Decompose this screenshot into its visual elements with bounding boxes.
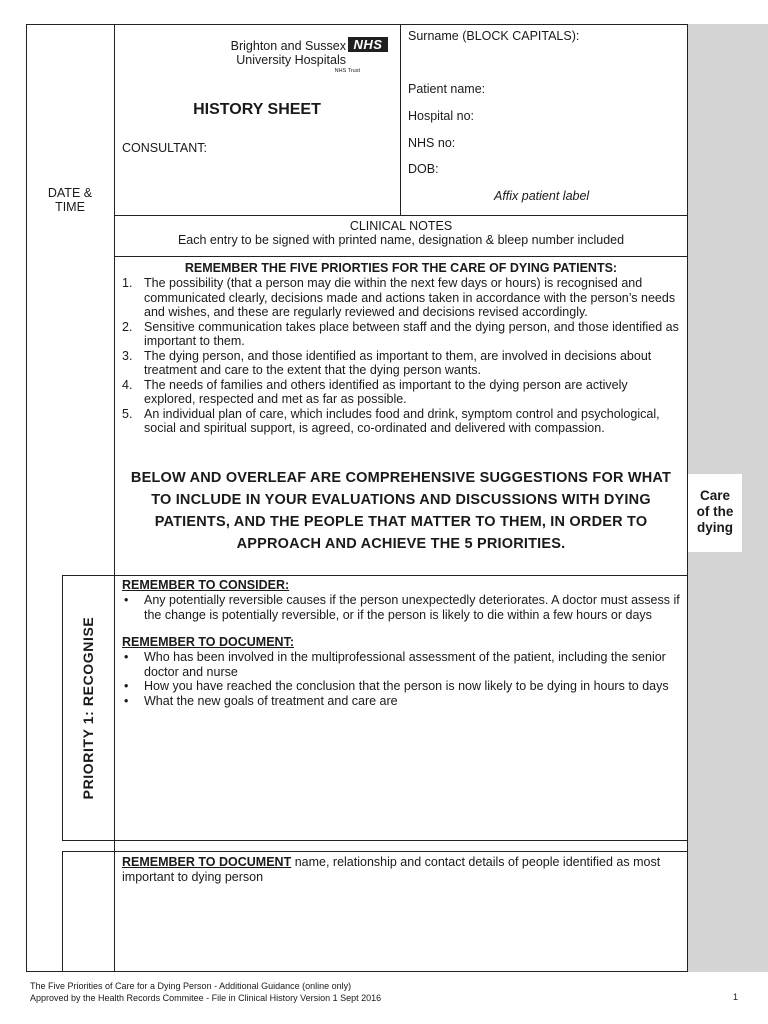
nhs-logo: NHS: [348, 37, 388, 52]
list-item: 5. An individual plan of care, which includes food and drink, symptom control and psychological, social and spiritual support, is agreed, co-ordinated and delivered with compassion.: [122, 406, 660, 435]
priority-1-content: [122, 578, 682, 708]
nhs-no-field[interactable]: NHS no:: [408, 136, 456, 150]
patient-name-field[interactable]: Patient name:: [408, 82, 486, 96]
clinical-notes-subtitle: Each entry to be signed with printed name, designation & bleep number included: [177, 233, 625, 247]
header-divider: [400, 24, 401, 215]
nhs-trust-label: NHS Trust: [334, 68, 360, 74]
consider-list: [122, 593, 682, 622]
hospital-logo: [222, 39, 346, 67]
list-item: 2. Sensitive communication takes place between staff and the dying person, and those identified as important to them.: [122, 319, 679, 348]
date-time-label: DATE & TIME: [47, 186, 93, 214]
footer-line-1: The Five Priorities of Care for a Dying Person - Additional Guidance (online only): [30, 981, 352, 991]
document-heading: REMEMBER TO DOCUMENT:: [122, 635, 294, 649]
priority-1-divider: [114, 575, 115, 841]
priority-1-label: PRIORITY 1: RECOGNISE: [80, 616, 96, 800]
five-priorities-heading: REMEMBER THE FIVE PRIORTIES FOR THE CARE OF DYING PATIENTS:: [184, 261, 618, 275]
list-item: • Who has been involved in the multiprofessional assessment of the patient, including the senior doctor and nurse: [122, 650, 682, 679]
logo-line-2: University Hospitals: [236, 53, 346, 67]
list-item: • Any potentially reversible causes if the person unexpectedly deteriorates. A doctor must assess if the change is potentially reversible, or if the person is likely to die within a few hours or days: [122, 593, 682, 622]
consider-heading: REMEMBER TO CONSIDER:: [122, 578, 290, 592]
list-item: 3. The dying person, and those identified as important to them, are involved in decisions about treatment and care to the extent that the dying person wants.: [122, 348, 652, 377]
contacts-text: name, relationship and contact details of people identified as most important to dying person: [122, 855, 661, 884]
list-item: 4. The needs of families and others identified as important to the dying person are actively explored, respected and met as far as possible.: [122, 377, 628, 406]
logo-line-1: Brighton and Sussex: [230, 39, 346, 53]
hospital-no-field[interactable]: Hospital no:: [408, 109, 475, 123]
notes-bottom-rule: [114, 256, 688, 257]
contacts-heading: REMEMBER TO DOCUMENT: [122, 855, 292, 869]
five-priorities-section: [122, 261, 680, 436]
tab-line-2: of the: [696, 504, 734, 519]
page-number: 1: [732, 992, 738, 1002]
list-item: • What the new goals of treatment and care are: [122, 694, 682, 709]
affix-label-hint: Affix patient label: [494, 189, 590, 203]
contacts-divider: [114, 851, 115, 972]
five-priorities-list: [122, 276, 680, 436]
tab-line-1: Care: [699, 488, 731, 503]
document-list: [122, 650, 682, 708]
footer-line-2: Approved by the Health Records Commitee - File in Clinical History Version 1 Sept 2016: [30, 993, 382, 1003]
header-bottom-rule: [114, 215, 688, 216]
list-item: 1. The possibility (that a person may die within the next few days or hours) is recognised and communicated clearly, decisions made and actions taken in accordance with the person’s needs and wishes, and these are regularly reviewed and decisions revised accordingly.: [122, 276, 676, 319]
clinical-notes-title: CLINICAL NOTES: [349, 219, 453, 233]
page-footer: [30, 980, 740, 1004]
comprehensive-suggestions-notice: BELOW AND OVERLEAF ARE COMPREHENSIVE SUGGESTIONS FOR WHAT TO INCLUDE IN YOUR EVALUATIONS AND DISCUSSIONS WITH DYING PATIENTS, AND THE PEOPLE THAT MATTER TO THEM, IN ORDER TO APPROACH AND ACHIEVE THE 5 PRIORITIES.: [130, 470, 672, 552]
contacts-instruction: [122, 855, 678, 885]
care-of-dying-tab: [688, 474, 742, 552]
contacts-entry-area[interactable]: [122, 888, 682, 968]
consultant-field[interactable]: CONSULTANT:: [122, 141, 207, 155]
list-item: • How you have reached the conclusion that the person is now likely to be dying in hours to days: [122, 679, 682, 694]
surname-field[interactable]: Surname (BLOCK CAPITALS):: [408, 29, 580, 43]
clinical-notes-header: [114, 219, 688, 247]
tab-line-3: dying: [697, 520, 733, 535]
page-title: HISTORY SHEET: [193, 101, 321, 118]
dob-field[interactable]: DOB:: [408, 162, 439, 176]
